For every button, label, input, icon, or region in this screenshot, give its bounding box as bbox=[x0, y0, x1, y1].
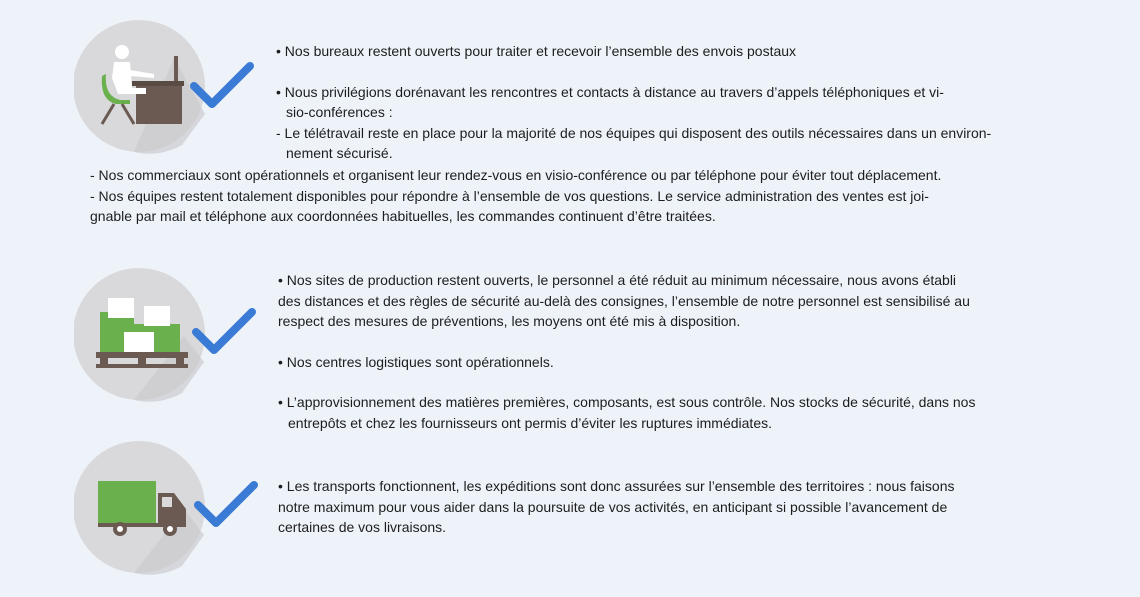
section-1-icon-group bbox=[74, 18, 264, 154]
paragraph: • L’approvisionnement des matières premières, composants, est sous contrôle. Nos stocks de sécurité, dans nos bbox=[278, 394, 976, 410]
section-2-icon-group bbox=[74, 266, 264, 402]
checkmark-icon bbox=[198, 485, 254, 523]
paragraph: - Le télétravail reste en place pour la majorité de nos équipes qui disposent des outils nécessaires dans un environ- bbox=[276, 124, 992, 141]
paragraph: sio-conférences : bbox=[286, 104, 393, 120]
paragraph: des distances et des règles de sécurité au-delà des consignes, l’ensemble de notre personnel est sensibilisé au bbox=[278, 292, 970, 309]
paragraph: • Nos sites de production restent ouverts, le personnel a été réduit au minimum nécessaire, nous avons établi bbox=[278, 272, 957, 288]
paragraph: • Nos bureaux restent ouverts pour traiter et recevoir l’ensemble des envois postaux bbox=[276, 43, 797, 59]
paragraph: respect des mesures de préventions, les moyens ont été mis à disposition. bbox=[278, 313, 741, 329]
paragraph: • Nous privilégions dorénavant les rencontres et contacts à distance au travers d’appels téléphoniques et vi- bbox=[276, 83, 944, 100]
section-3-icon-group bbox=[74, 439, 264, 575]
paragraph: • Nos centres logistiques sont opérationnels. bbox=[278, 353, 554, 370]
paragraph: gnable par mail et téléphone aux coordonnées habituelles, les commandes continuent d’être traitées. bbox=[90, 208, 716, 224]
section-2-text bbox=[278, 270, 1078, 433]
paragraph: entrepôts et chez les fournisseurs ont permis d’éviter les ruptures immédiates. bbox=[288, 414, 772, 431]
section-3-text bbox=[278, 476, 1078, 538]
section-1-text bbox=[276, 41, 1066, 164]
paragraph: certaines de vos livraisons. bbox=[278, 519, 447, 535]
paragraph: - Nos commerciaux sont opérationnels et organisent leur rendez-vous en visio-conférence ou par téléphone pour éviter tout déplacement. bbox=[90, 167, 942, 183]
section-1-text-wide bbox=[90, 165, 1080, 227]
paragraph: • Les transports fonctionnent, les expéditions sont donc assurées sur l’ensemble des territoires : nous faisons bbox=[278, 478, 955, 494]
paragraph: - Nos équipes restent totalement disponibles pour répondre à l’ensemble de vos questions. Le service administration des ventes est joi- bbox=[90, 187, 929, 204]
paragraph: nement sécurisé. bbox=[286, 145, 393, 161]
paragraph: notre maximum pour vous aider dans la poursuite de vos activités, en anticipant si possible l’avancement de bbox=[278, 498, 948, 515]
